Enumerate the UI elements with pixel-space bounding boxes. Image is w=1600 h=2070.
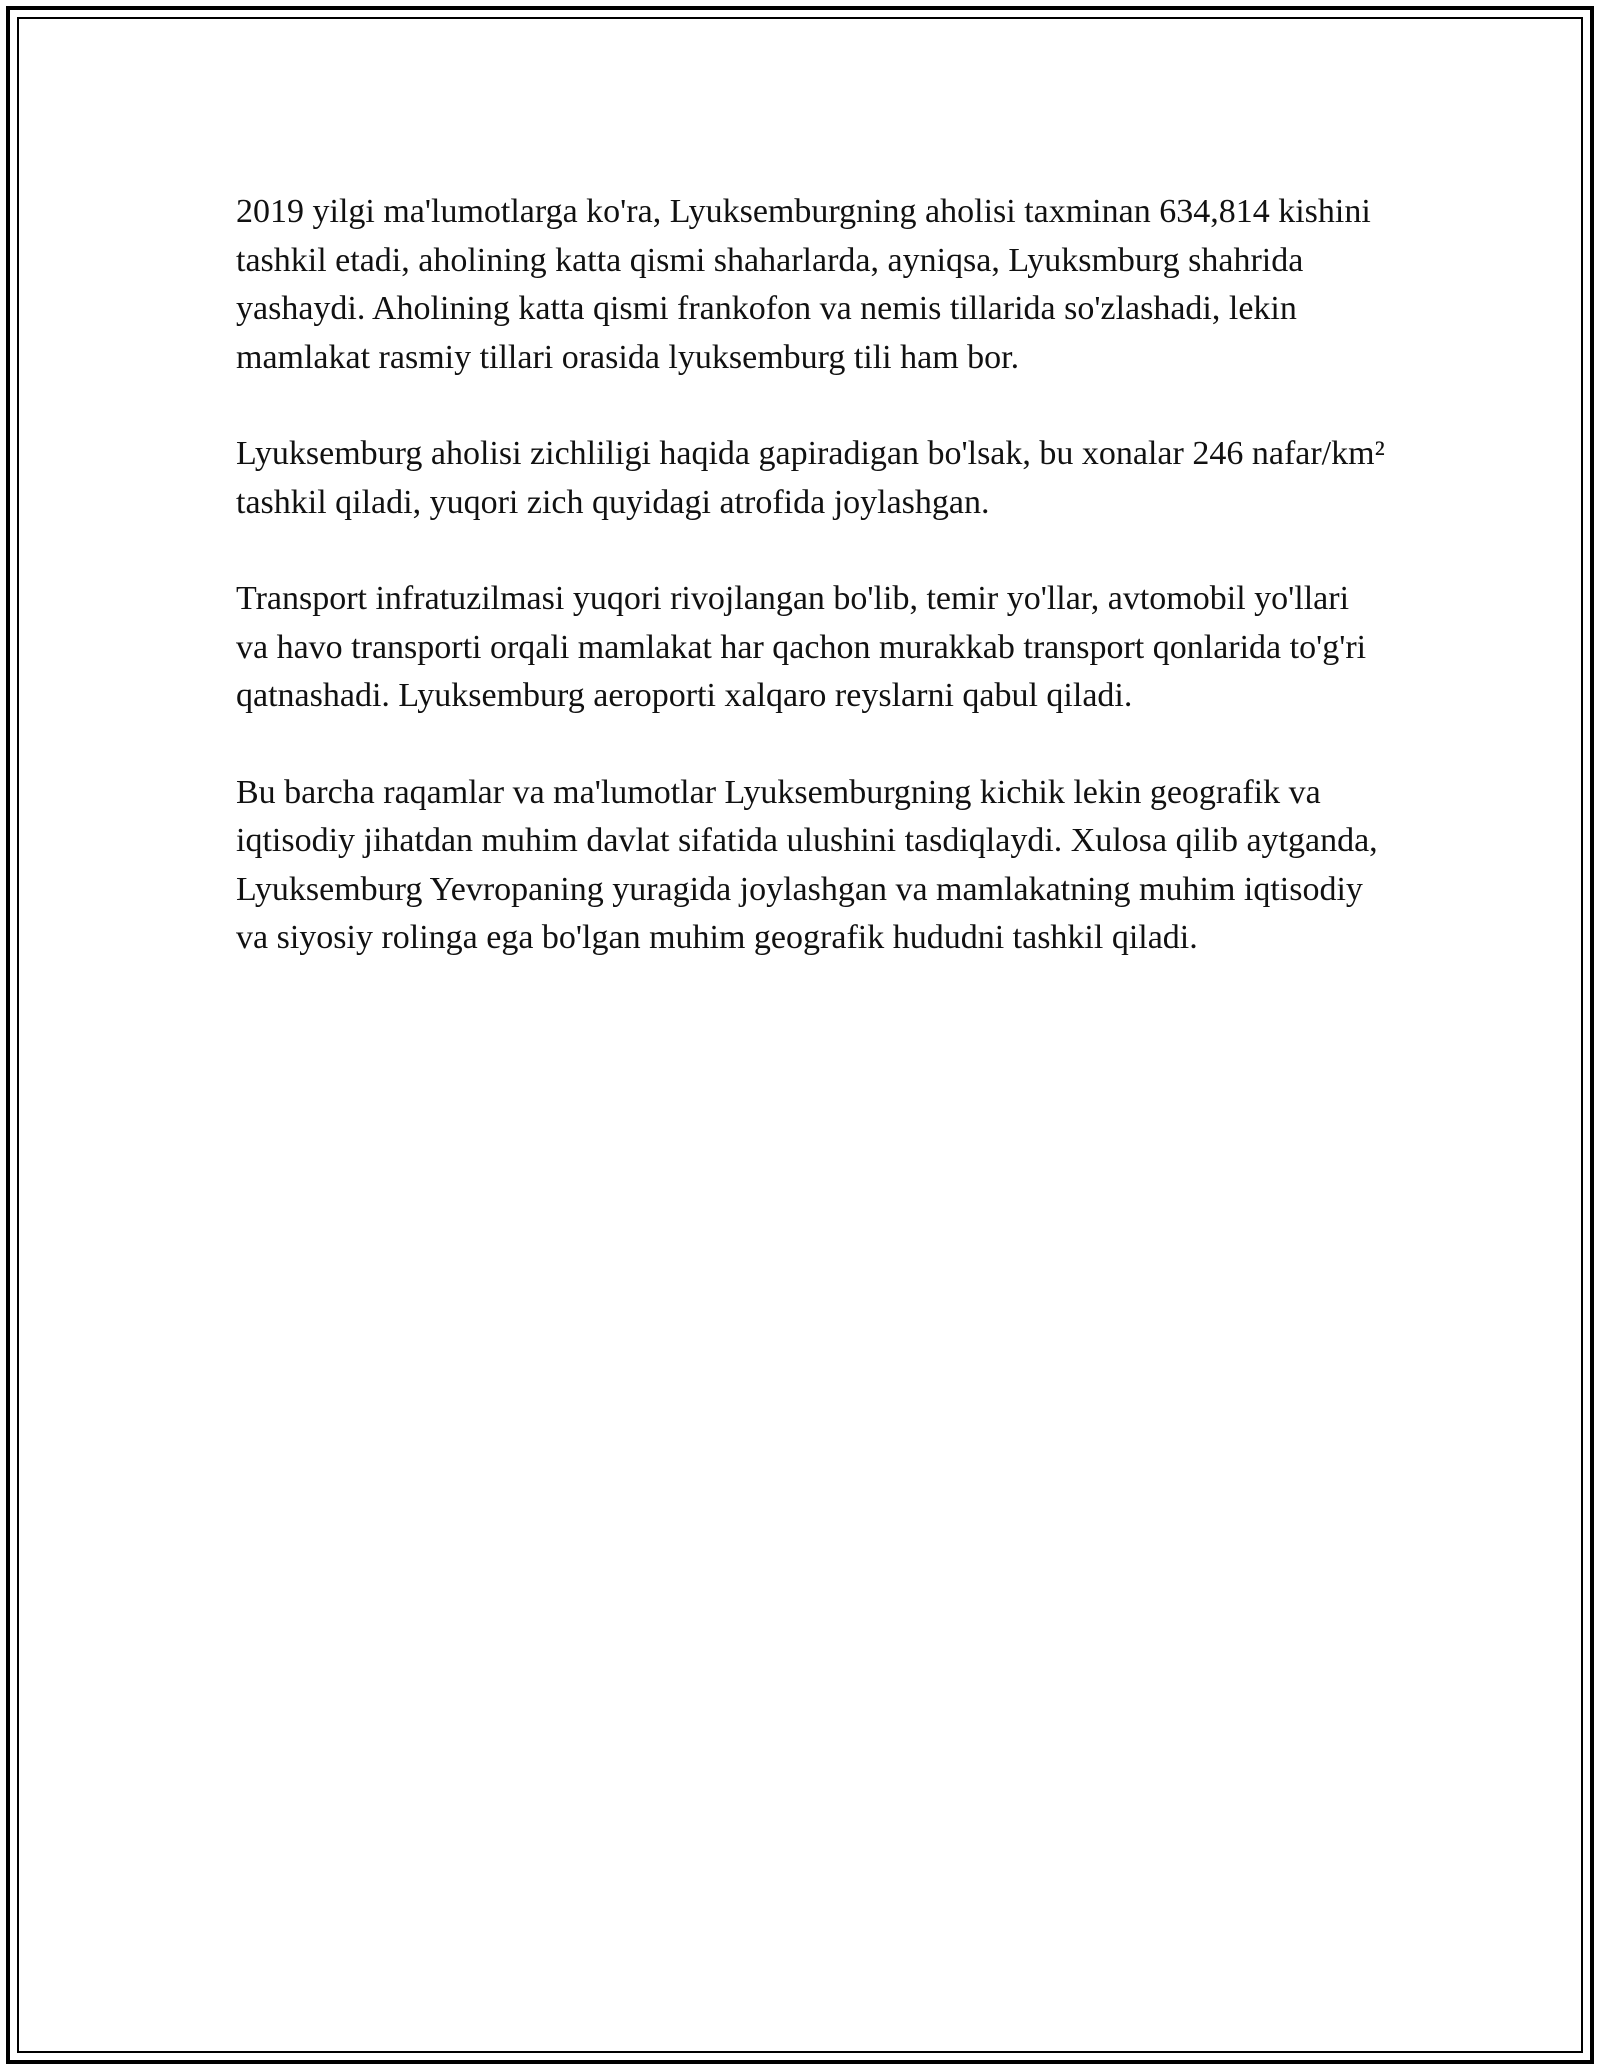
paragraph-conclusion: Bu barcha raqamlar va ma'lumotlar Lyuksemburgning kichik lekin geografik va iqtisodiy jihatdan muhim davlat sifatida ulushini tasdiqlaydi. Xulosa qilib aytganda, Lyuksemburg Yevropaning yuragida joylashgan va mamlakatning muhim iqtisodiy va siyosiy rolinga ega bo'lgan muhim geografik hududni tashkil qiladi.: [236, 773, 1378, 956]
paragraph-population: 2019 yilgi ma'lumotlarga ko'ra, Lyuksemburgning aholisi taxminan 634,814 kishini tashkil etadi, aholining katta qismi shaharlarda, ayniqsa, Lyuksmburg shahrida yashaydi. Aholining katta qismi frankofon va nemis tillarida so'zlashadi, lekin mamlakat rasmiy tillari orasida lyuksemburg tili ham bor.: [236, 193, 1371, 376]
paragraph-density: Lyuksemburg aholisi zichliligi haqida gapiradigan bo'lsak, bu xonalar 246 nafar/km² tashkil qiladi, yuqori zich quyidagi atrofida joylashgan.: [236, 435, 1385, 521]
document-body: [236, 188, 1386, 1011]
paragraph-transport: Transport infratuzilmasi yuqori rivojlangan bo'lib, temir yo'llar, avtomobil yo'llari va havo transporti orqali mamlakat har qachon murakkab transport qonlarida to'g'ri qatnashadi. Lyuksemburg aeroporti xalqaro reyslarni qabul qiladi.: [236, 580, 1367, 714]
